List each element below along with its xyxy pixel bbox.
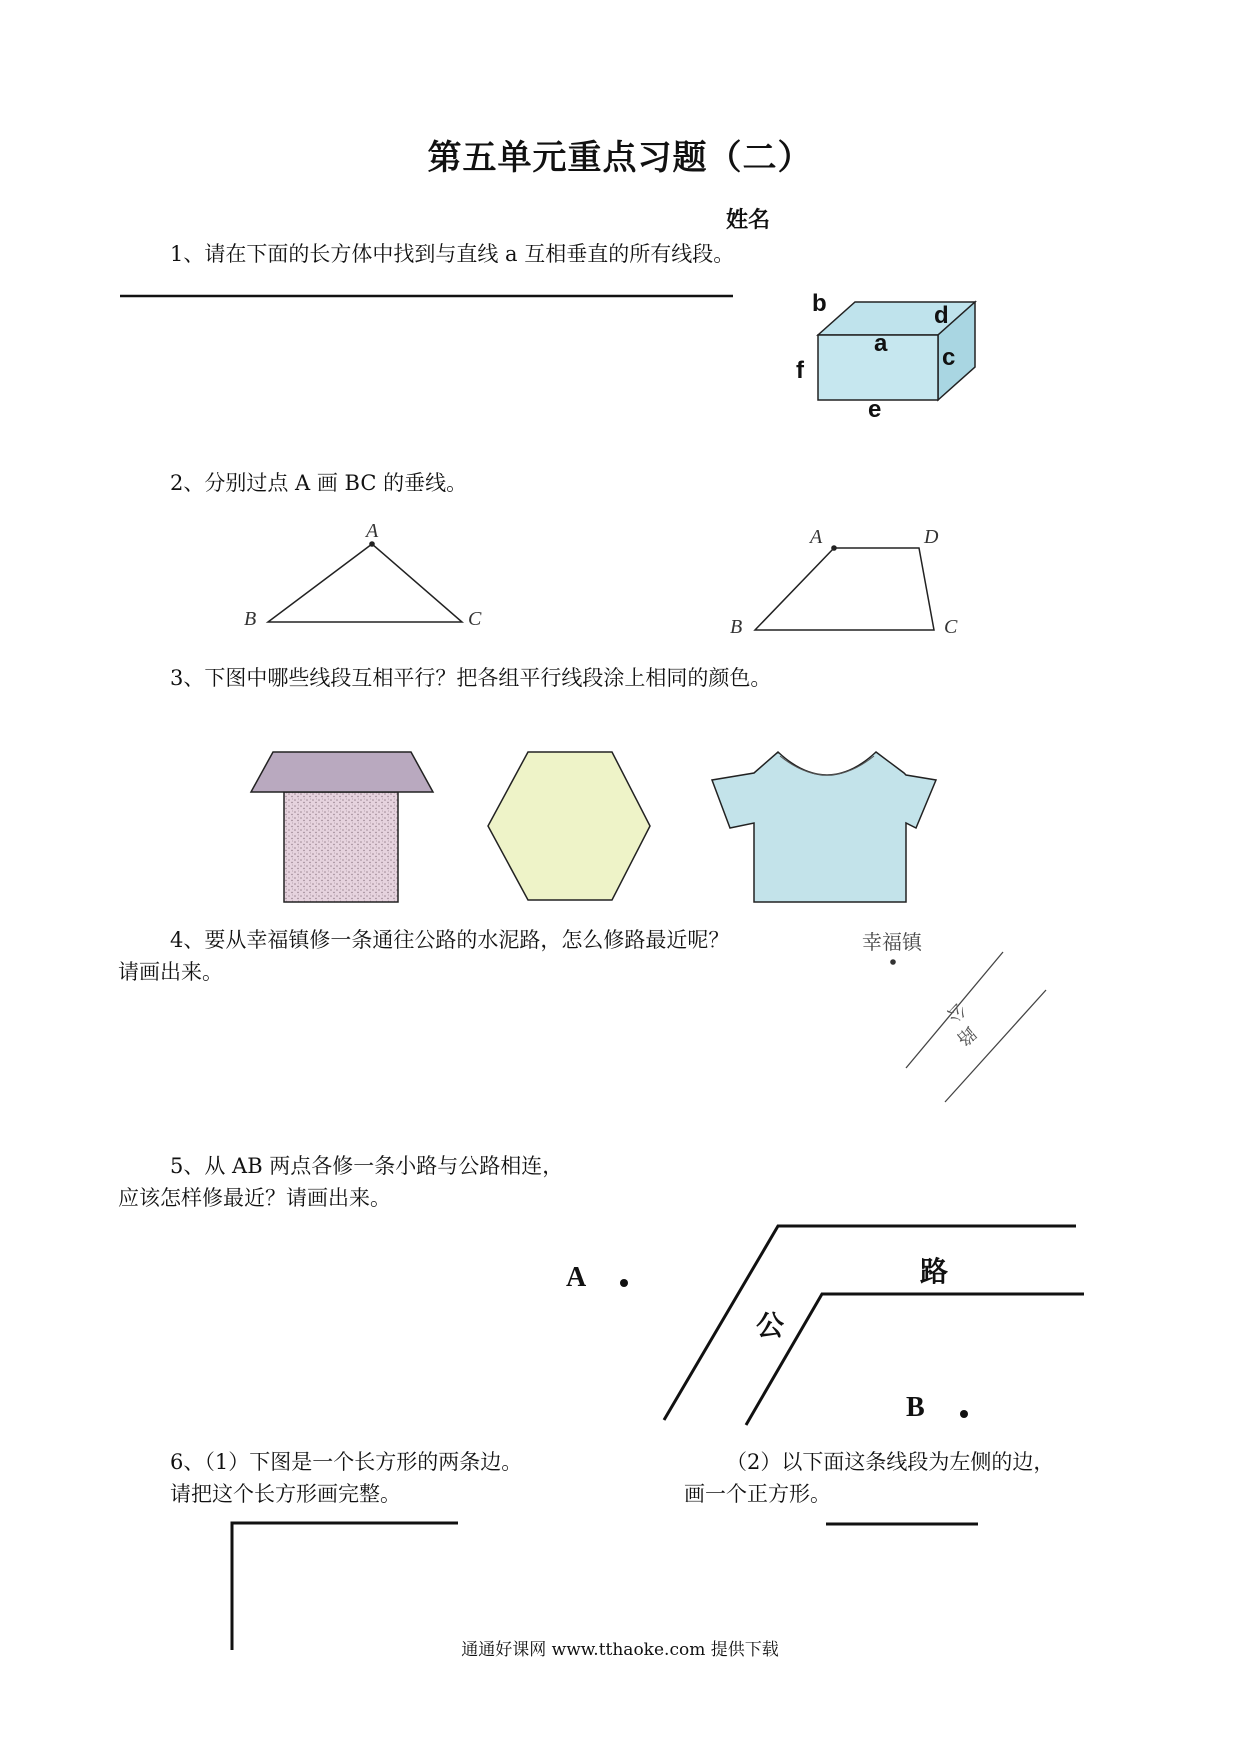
q2-triangle-C: C bbox=[468, 608, 482, 630]
q2-triangle-B: B bbox=[244, 608, 257, 630]
q1-label-f: f bbox=[796, 357, 804, 384]
q5-point-A-label: A bbox=[566, 1262, 587, 1293]
q1-label-b: b bbox=[812, 290, 827, 317]
q2-triangle-A: A bbox=[366, 520, 379, 542]
q5-text-line2: 应该怎样修最近？请画出来。 bbox=[118, 1186, 391, 1210]
q1-label-c: c bbox=[942, 344, 956, 371]
q2-trapezoid-D: D bbox=[924, 526, 939, 548]
q5-point-B-label: B bbox=[906, 1392, 925, 1423]
q4-road-label-2: 路 bbox=[952, 1022, 980, 1050]
q5-road-label-1: 公 bbox=[756, 1309, 785, 1342]
q2-trapezoid-B: B bbox=[730, 616, 743, 638]
q2-trapezoid-A: A bbox=[810, 526, 823, 548]
q1-label-a: a bbox=[874, 330, 888, 357]
q3-text: 3、下图中哪些线段互相平行？把各组平行线段涂上相同的颜色。 bbox=[170, 666, 772, 690]
q2-text: 2、分别过点 A 画 BC 的垂线。 bbox=[170, 471, 468, 495]
q6-part1-line1: 6、（1）下图是一个长方形的两条边。 bbox=[170, 1450, 523, 1474]
name-label: 姓名 bbox=[726, 207, 771, 233]
q4-town-label: 幸福镇 bbox=[862, 930, 922, 954]
q6-part2-line1: （2）以下面这条线段为左侧的边， bbox=[726, 1450, 1055, 1474]
q6-part2-line2: 画一个正方形。 bbox=[684, 1482, 831, 1506]
page-title: 第五单元重点习题（二） bbox=[427, 138, 813, 178]
q4-text-line2: 请画出来。 bbox=[118, 960, 223, 984]
q5-road-label-2: 路 bbox=[920, 1255, 949, 1288]
q1-text: 1、请在下面的长方体中找到与直线 a 互相垂直的所有线段。 bbox=[170, 242, 735, 266]
q6-part1-line2: 请把这个长方形画完整。 bbox=[170, 1482, 401, 1506]
q4-text-line1: 4、要从幸福镇修一条通往公路的水泥路，怎么修路最近呢？ bbox=[170, 928, 730, 952]
footer: 通通好课网 www.tthaoke.com 提供下载 bbox=[461, 1640, 779, 1660]
q5-text-line1: 5、从 AB 两点各修一条小路与公路相连， bbox=[170, 1154, 564, 1178]
q1-label-e: e bbox=[868, 396, 882, 423]
q2-trapezoid-C: C bbox=[944, 616, 958, 638]
q4-road-label-1: 公 bbox=[942, 998, 970, 1026]
q1-label-d: d bbox=[934, 302, 949, 329]
